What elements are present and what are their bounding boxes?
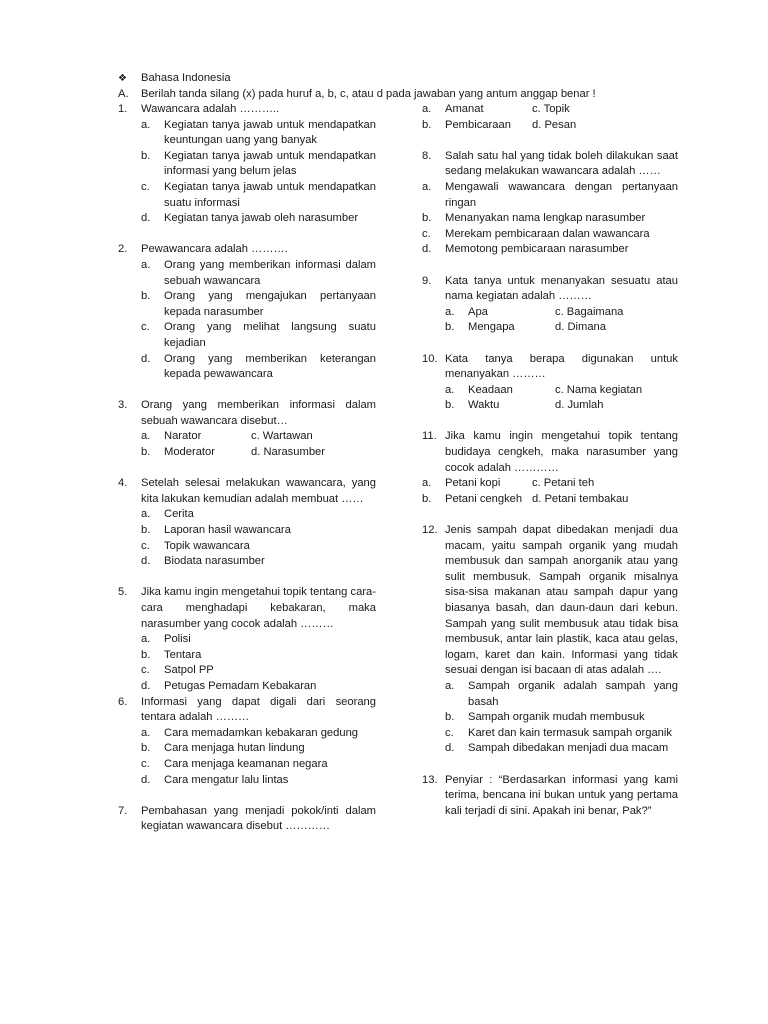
option-letter: b. <box>141 524 151 537</box>
option-d[interactable] <box>141 352 376 383</box>
option-letter: d. <box>141 555 151 568</box>
option-text: Orang yang memberikan keterangan kepada pewawancara <box>164 352 376 381</box>
option-text: Cerita <box>164 508 194 521</box>
question-9-options <box>445 305 678 336</box>
option-c[interactable] <box>445 726 678 742</box>
option-c[interactable] <box>141 757 376 773</box>
option-b[interactable] <box>445 710 678 726</box>
option-row <box>141 445 376 461</box>
worksheet-header <box>118 71 678 102</box>
option-d[interactable] <box>555 398 604 414</box>
option-d[interactable] <box>141 773 376 789</box>
option-letter: a. <box>422 477 432 490</box>
option-text: Cara mengatur lalu lintas <box>164 773 289 786</box>
option-text: Waktu <box>468 399 500 412</box>
option-letter: d. <box>422 243 432 256</box>
option-d[interactable] <box>532 118 576 134</box>
option-text: Cara memadamkan kebakaran gedung <box>164 726 359 739</box>
option-b[interactable] <box>422 492 532 508</box>
question-3-options <box>141 429 376 460</box>
question-2 <box>118 242 376 258</box>
question-11-option-row <box>422 492 678 508</box>
question-text: Pewawancara adalah ………. <box>141 243 288 256</box>
option-d[interactable] <box>445 741 678 757</box>
option-letter: c. <box>422 227 431 240</box>
option-letter: b. <box>141 446 151 459</box>
option-text: Topik wawancara <box>164 539 250 552</box>
option-text: c. Bagaimana <box>555 305 624 318</box>
option-c[interactable] <box>251 429 313 445</box>
option-text: Polisi <box>164 633 191 646</box>
option-d[interactable] <box>251 445 325 461</box>
option-letter: b. <box>445 711 455 724</box>
option-d[interactable] <box>422 242 678 258</box>
option-b[interactable] <box>141 648 376 664</box>
option-text: Narator <box>164 430 202 443</box>
question-text: Jenis sampah dapat dibedakan menjadi dua macam, yaitu sampah organik yang mudah membusuk dan sampah anorganik atau yang sulit membusuk. Sampah organik misalnya sisa-sisa makanan atau sampah dapur yang biasanya basah, dan daun-daun dari kebun. Sampah yang sulit membusuk atau tidak bisa membusuk, antar lain plastik, kaca atau gelas, logam, karet dan kain. Informasi yang tidak sesuai dengan isi bacaan di atas adalah …. <box>445 524 678 677</box>
question-text: Kata tanya berapa digunakan untuk menanyakan ……… <box>445 352 678 381</box>
option-b[interactable] <box>141 149 376 180</box>
option-a[interactable] <box>422 476 532 492</box>
option-text: Mengawali wawancara dengan pertanyaan ringan <box>445 180 678 209</box>
option-letter: a. <box>141 726 151 739</box>
option-text: Petugas Pemadam Kebakaran <box>164 679 317 692</box>
option-text: c. Wartawan <box>251 430 313 443</box>
option-letter: c. <box>445 726 454 739</box>
option-text: c. Nama kegiatan <box>555 383 643 396</box>
option-b[interactable] <box>445 398 555 414</box>
question-number: 5. <box>118 586 128 599</box>
option-text: Orang yang mengajukan pertanyaan kepada narasumber <box>164 290 376 318</box>
option-text: Apa <box>468 305 488 318</box>
option-letter: b. <box>141 742 151 755</box>
option-text: Kegiatan tanya jawab untuk mendapatkan keuntungan uang yang banyak <box>164 118 376 147</box>
instruction-line <box>118 87 678 103</box>
option-a[interactable] <box>445 679 678 710</box>
question-number: 2. <box>118 243 128 256</box>
option-letter: c. <box>141 664 150 677</box>
option-c[interactable] <box>141 663 376 679</box>
option-letter: a. <box>445 383 455 396</box>
option-a[interactable] <box>422 180 678 211</box>
question-text: Orang yang memberikan informasi dalam sebuah wawancara disebut… <box>141 399 376 427</box>
question-number: 3. <box>118 399 128 412</box>
subject-title: Bahasa Indonesia <box>141 72 231 84</box>
question-number: 7. <box>118 804 128 817</box>
option-text: Kegiatan tanya jawab oleh narasumber <box>164 212 359 225</box>
option-a[interactable] <box>141 726 376 742</box>
option-letter: a. <box>141 430 151 443</box>
question-10 <box>422 352 678 383</box>
option-text: Orang yang memberikan informasi dalam sebuah wawancara <box>164 258 376 287</box>
question-text: Kata tanya untuk menanyakan sesuatu atau nama kegiatan adalah ……… <box>445 274 678 303</box>
option-text: Cara menjaga keamanan negara <box>164 757 328 770</box>
question-number: 6. <box>118 695 128 708</box>
question-5-options <box>141 632 376 694</box>
option-text: Petani cengkeh <box>445 492 523 505</box>
option-row <box>445 320 678 336</box>
option-letter: b. <box>422 212 432 225</box>
option-c[interactable] <box>141 180 376 211</box>
question-text: Setelah selesai melakukan wawancara, yang kita lakukan kemudian adalah membuat …… <box>141 477 376 505</box>
option-c[interactable] <box>141 320 376 351</box>
option-c[interactable] <box>555 383 642 399</box>
left-column <box>118 102 376 835</box>
question-text: Salah satu hal yang tidak boleh dilakukan saat sedang melakukan wawancara adalah …… <box>445 149 678 178</box>
option-b[interactable] <box>422 118 532 134</box>
option-d[interactable] <box>532 492 628 508</box>
option-a[interactable] <box>422 102 532 118</box>
option-text: Satpol PP <box>164 664 214 677</box>
question-9 <box>422 274 678 305</box>
option-letter: d. <box>445 742 455 755</box>
question-7 <box>118 804 376 835</box>
option-text: Karet dan kain termasuk sampah organik <box>468 726 672 739</box>
question-1 <box>118 102 376 118</box>
option-letter: a. <box>445 305 455 318</box>
question-7-option-row <box>422 102 678 118</box>
option-letter: b. <box>141 648 151 661</box>
option-text: Cara menjaga hutan lindung <box>164 742 305 755</box>
option-letter: b. <box>422 492 432 505</box>
option-a[interactable] <box>141 118 376 149</box>
option-c[interactable] <box>555 305 623 321</box>
question-text: Jika kamu ingin mengetahui topik tentang cara-cara menghadapi kebakaran, maka narasumber yang cocok adalah ……… <box>141 586 376 630</box>
option-letter: a. <box>422 180 432 193</box>
option-text: Kegiatan tanya jawab untuk mendapatkan informasi yang belum jelas <box>164 149 376 178</box>
question-number: 9. <box>422 274 432 287</box>
section-instruction: Berilah tanda silang (x) pada huruf a, b, c, atau d pada jawaban yang antum anggap benar ! <box>141 87 596 100</box>
question-number: 10. <box>422 352 438 365</box>
option-letter: c. <box>141 757 150 770</box>
question-2-options <box>141 258 376 383</box>
option-text: Menanyakan nama lengkap narasumber <box>445 212 646 225</box>
option-letter: c. <box>141 321 150 334</box>
option-b[interactable] <box>422 211 678 227</box>
option-c[interactable] <box>532 102 570 118</box>
option-letter: b. <box>445 399 455 412</box>
option-b[interactable] <box>141 289 376 320</box>
question-6 <box>118 695 376 726</box>
option-letter: a. <box>141 258 151 271</box>
question-number: 13. <box>422 773 438 786</box>
diamond-bullet-icon: ❖ <box>118 73 127 84</box>
option-text: Sampah dibedakan menjadi dua macam <box>468 742 669 755</box>
option-a[interactable] <box>141 507 376 523</box>
section-label: A. <box>118 87 129 100</box>
option-text: Merekam pembicaraan dalan wawancara <box>445 227 650 240</box>
option-text: Amanat <box>445 103 484 115</box>
option-text: c. Petani teh <box>532 477 595 490</box>
option-row <box>445 398 678 414</box>
question-13 <box>422 773 678 820</box>
question-12 <box>422 523 678 679</box>
option-text: Kegiatan tanya jawab untuk mendapatkan suatu informasi <box>164 180 376 209</box>
option-text: Biodata narasumber <box>164 555 265 568</box>
option-d[interactable] <box>141 554 376 570</box>
option-letter: a. <box>141 633 151 646</box>
option-letter: b. <box>445 321 455 334</box>
option-text: Petani kopi <box>445 477 501 490</box>
option-text: d. Dimana <box>555 321 606 334</box>
option-b[interactable] <box>141 741 376 757</box>
option-text: Moderator <box>164 446 215 459</box>
option-letter: b. <box>141 149 151 162</box>
option-a[interactable] <box>141 258 376 289</box>
option-letter: c. <box>141 180 150 193</box>
option-a[interactable] <box>445 305 555 321</box>
option-a[interactable] <box>445 383 555 399</box>
option-text: Orang yang melihat langsung suatu kejadian <box>164 321 376 349</box>
question-1-options <box>141 118 376 227</box>
option-text: Memotong pembicaraan narasumber <box>445 243 629 256</box>
option-text: d. Petani tembakau <box>532 492 629 505</box>
question-text: Pembahasan yang menjadi pokok/inti dalam kegiatan wawancara disebut ………… <box>141 804 376 833</box>
subject-line <box>118 71 678 87</box>
right-column <box>422 102 678 819</box>
option-a[interactable] <box>141 632 376 648</box>
option-letter: d. <box>141 679 151 692</box>
option-letter: b. <box>422 118 432 131</box>
option-letter: a. <box>141 508 151 521</box>
question-number: 12. <box>422 524 438 537</box>
question-11-option-row <box>422 476 678 492</box>
question-text: Jika kamu ingin mengetahui topik tentang budidaya cengkeh, maka narasumber yang cocok adalah ………… <box>445 430 678 474</box>
option-row <box>445 305 678 321</box>
question-4-options <box>141 507 376 569</box>
option-text: Keadaan <box>468 383 513 396</box>
option-text: Tentara <box>164 648 202 661</box>
option-row <box>141 429 376 445</box>
option-letter: c. <box>141 539 150 552</box>
option-letter: a. <box>422 103 432 115</box>
option-d[interactable] <box>141 679 376 695</box>
option-letter: d. <box>141 352 151 365</box>
question-number: 4. <box>118 477 128 490</box>
option-b[interactable] <box>141 445 251 461</box>
option-letter: a. <box>445 679 455 692</box>
option-text: d. Pesan <box>532 118 577 131</box>
question-6-options <box>141 726 376 788</box>
question-7-option-row <box>422 118 678 134</box>
option-c[interactable] <box>422 227 678 243</box>
question-number: 8. <box>422 149 432 162</box>
option-c[interactable] <box>532 476 594 492</box>
option-b[interactable] <box>141 523 376 539</box>
option-text: Mengapa <box>468 321 515 334</box>
question-3 <box>118 398 376 429</box>
question-text: Penyiar : “Berdasarkan informasi yang kami terima, bencana ini bukan untuk yang pertama kali terjadi di sini. Apakah ini benar, Pak?” <box>445 773 678 817</box>
option-d[interactable] <box>141 211 376 227</box>
option-text: Sampah organik adalah sampah yang basah <box>468 679 678 708</box>
option-a[interactable] <box>141 429 251 445</box>
option-text: d. Narasumber <box>251 446 325 459</box>
option-text: Laporan hasil wawancara <box>164 524 291 537</box>
option-letter: d. <box>141 212 151 225</box>
question-11 <box>422 429 678 476</box>
option-row <box>445 383 678 399</box>
option-text: c. Topik <box>532 103 570 115</box>
option-c[interactable] <box>141 539 376 555</box>
option-d[interactable] <box>555 320 606 336</box>
option-text: Sampah organik mudah membusuk <box>468 711 645 724</box>
question-8 <box>422 149 678 180</box>
question-4 <box>118 476 376 507</box>
option-text: d. Jumlah <box>555 399 604 412</box>
option-text: Pembicaraan <box>445 118 511 131</box>
option-letter: d. <box>141 773 151 786</box>
option-letter: a. <box>141 118 151 131</box>
question-number: 1. <box>118 103 128 115</box>
question-text: Informasi yang dapat digali dari seorang tentara adalah ……… <box>141 695 376 724</box>
question-text: Wawancara adalah ……….. <box>141 103 280 115</box>
option-letter: b. <box>141 290 151 303</box>
question-5 <box>118 585 376 632</box>
option-b[interactable] <box>445 320 555 336</box>
question-12-options <box>445 679 678 757</box>
question-10-options <box>445 383 678 414</box>
question-number: 11. <box>422 430 437 443</box>
